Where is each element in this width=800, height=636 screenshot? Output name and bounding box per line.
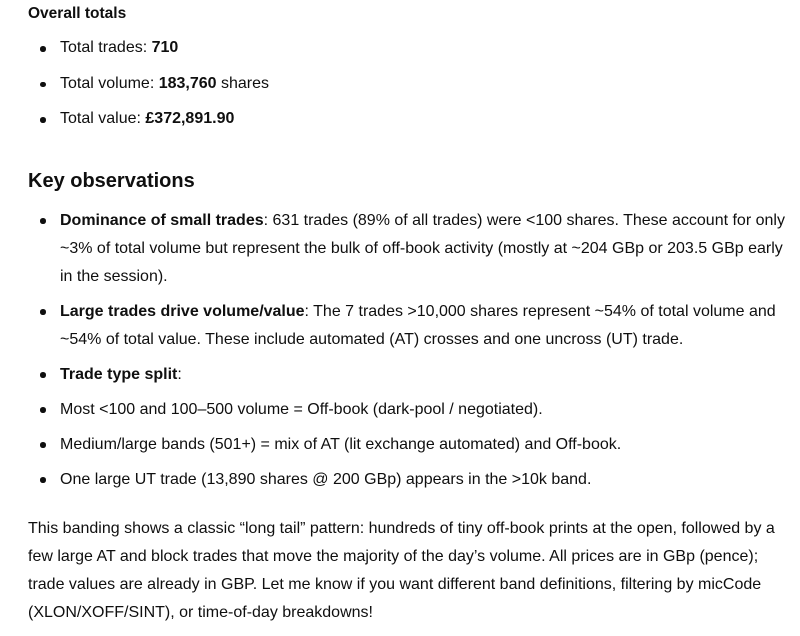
key-observations-list	[28, 207, 790, 501]
total-volume-value: 183,760	[158, 74, 217, 92]
key-observations-heading: Key observations	[28, 170, 195, 192]
observation-text: :	[177, 366, 182, 383]
bullet-icon	[40, 309, 46, 315]
observation-text: Most <100 and 100–500 volume = Off-book (dark-pool / negotiated).	[60, 401, 543, 418]
bullet-icon	[40, 372, 46, 378]
observation-bold: Trade type split	[60, 366, 178, 383]
total-volume-suffix: shares	[216, 74, 270, 92]
bullet-icon	[40, 117, 46, 123]
list-item-trade-type-split	[28, 361, 790, 389]
list-item-large-trades	[28, 298, 790, 354]
total-trades-value: 710	[151, 39, 179, 56]
summary-paragraph: This banding shows a classic “long tail” pattern: hundreds of tiny off-book prints at the open, followed by a few large AT and block trades that move the majority of the day’s volume. All prices are in GBp (pence); trade values are already in GBP. Let me know if you want different band definitions, filtering by micCode (XLON/XOFF/SINT), or time-of-day breakdowns!	[28, 520, 775, 621]
observation-text: One large UT trade (13,890 shares @ 200 GBp) appears in the >10k band.	[60, 471, 592, 488]
total-trades-label: Total trades:	[60, 39, 152, 56]
total-value-label: Total value:	[60, 110, 146, 127]
bullet-icon	[40, 442, 46, 448]
total-volume-label: Total volume:	[60, 74, 159, 92]
list-item-medium-large	[28, 431, 790, 459]
list-item-total-value	[28, 108, 788, 144]
list-item-total-trades	[28, 37, 788, 73]
bullet-icon	[40, 407, 46, 413]
bullet-icon	[40, 218, 46, 224]
observation-text: Medium/large bands (501+) = mix of AT (lit exchange automated) and Off-book.	[60, 436, 622, 453]
bullet-icon	[40, 46, 46, 52]
observation-text: : 631 trades (89% of all trades) were <100 shares. These account for only ~3% of total volume but represent the bulk of off-book activity (mostly at ~204 GBp or 203.5 GBp early in the session).	[60, 212, 785, 285]
list-item-offbook	[28, 396, 790, 424]
list-item-small-trades	[28, 207, 790, 291]
observation-bold: Dominance of small trades	[60, 212, 264, 229]
overall-totals-heading: Overall totals	[28, 5, 127, 22]
list-item-total-volume	[28, 73, 788, 109]
observation-bold: Large trades drive volume/value	[60, 303, 305, 320]
bullet-icon	[40, 82, 46, 88]
list-item-ut-trade	[28, 466, 790, 494]
overall-totals-list	[28, 37, 788, 144]
observation-text: : The 7 trades >10,000 shares represent ~54% of total volume and ~54% of total value. These include automated (AT) crosses and one uncross (UT) trade.	[60, 303, 776, 348]
total-value-value: £372,891.90	[145, 110, 235, 127]
bullet-icon	[40, 477, 46, 483]
